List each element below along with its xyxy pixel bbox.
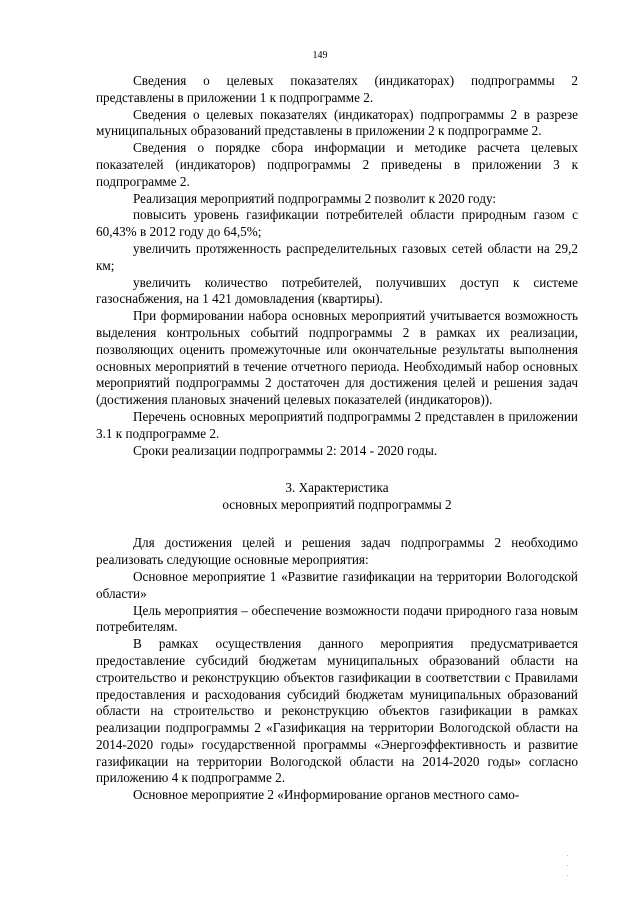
- paragraph-main-activities-intro: Для достижения целей и решения задач подпрограммы 2 необходимо реализовать следующие основные мероприятия:: [96, 535, 578, 568]
- paragraph-indicators-appendix-2: Сведения о целевых показателях (индикаторах) подпрограммы 2 в разрезе муниципальных образований представлены в приложении 2 к подпрограмме 2.: [96, 106, 578, 139]
- page-body: [96, 73, 578, 804]
- paragraph-result-consumers: увеличить количество потребителей, получивших доступ к системе газоснабжения, на 1 421 домовладения (квартиры).: [96, 274, 578, 307]
- section-heading-line-1: 3. Характеристика: [285, 480, 389, 496]
- paragraph-result-network-length: увеличить протяженность распределительных газовых сетей области на 29,2 км;: [96, 240, 578, 273]
- paragraph-indicators-appendix-3: Сведения о порядке сбора информации и методике расчета целевых показателей (индикаторов) подпрограммы 2 приведены в приложении 3 к подпрограмме 2.: [96, 140, 578, 189]
- paragraph-activity-1-goal: Цель мероприятия – обеспечение возможности подачи природного газа новым потребителям.: [96, 602, 578, 635]
- page-number: 149: [312, 50, 328, 61]
- paragraph-activities-set: При формировании набора основных мероприятий учитывается возможность выделения контрольных событий подпрограммы 2 в рамках их реализации, позволяющих оценить промежуточные или окончательные результаты выполнения основных мероприятий в течение отчетного периода. Необходимый набор основных мероприятий подпрограммы 2 достаточен для достижения целей и решения задач (достижения плановых значений целевых показателей (индикаторов)).: [96, 308, 578, 408]
- paragraph-activities-list: Перечень основных мероприятий подпрограммы 2 представлен в приложении 3.1 к подпрограмме 2.: [96, 408, 578, 441]
- section-heading: [96, 479, 578, 513]
- paragraph-activity-1-subsidies: В рамках осуществления данного мероприятия предусматривается предоставление субсидий бюджетам муниципальных образований области на строительство и реконструкцию объектов газификации в соответствии с Правилами предоставления и расходования субсидий бюджетам муниципальных образований области на строительство и реконструкцию объектов газификации в рамках реализации подпрограммы 2 «Газификация на территории Вологодской области на 2014-2020 годы» государственной программы «Энергоэффективность и развитие газификации на территории Вологодской области на 2014-2020 годы» согласно приложению 4 к подпрограмме 2.: [96, 636, 578, 786]
- paragraph-activity-2-title: Основное мероприятие 2 «Информирование органов местного само-: [133, 787, 520, 803]
- section-heading-line-2: основных мероприятий подпрограммы 2: [222, 497, 452, 513]
- paragraph-indicators-appendix-1: Сведения о целевых показателях (индикаторах) подпрограммы 2 представлены в приложении 1 к подпрограмме 2.: [96, 73, 578, 105]
- paragraph-timeframe: Сроки реализации подпрограммы 2: 2014 - 2020 годы.: [133, 442, 438, 458]
- paragraph-result-gasification-level: повысить уровень газификации потребителей области природным газом с 60,43% в 2012 году до 64,5%;: [96, 207, 578, 240]
- paragraph-activity-1-title: Основное мероприятие 1 «Развитие газификации на территории Вологодской области»: [96, 568, 578, 601]
- paragraph-results-intro: Реализация мероприятий подпрограммы 2 позволит к 2020 году:: [133, 190, 497, 206]
- scan-artifact-dots: [566, 855, 569, 895]
